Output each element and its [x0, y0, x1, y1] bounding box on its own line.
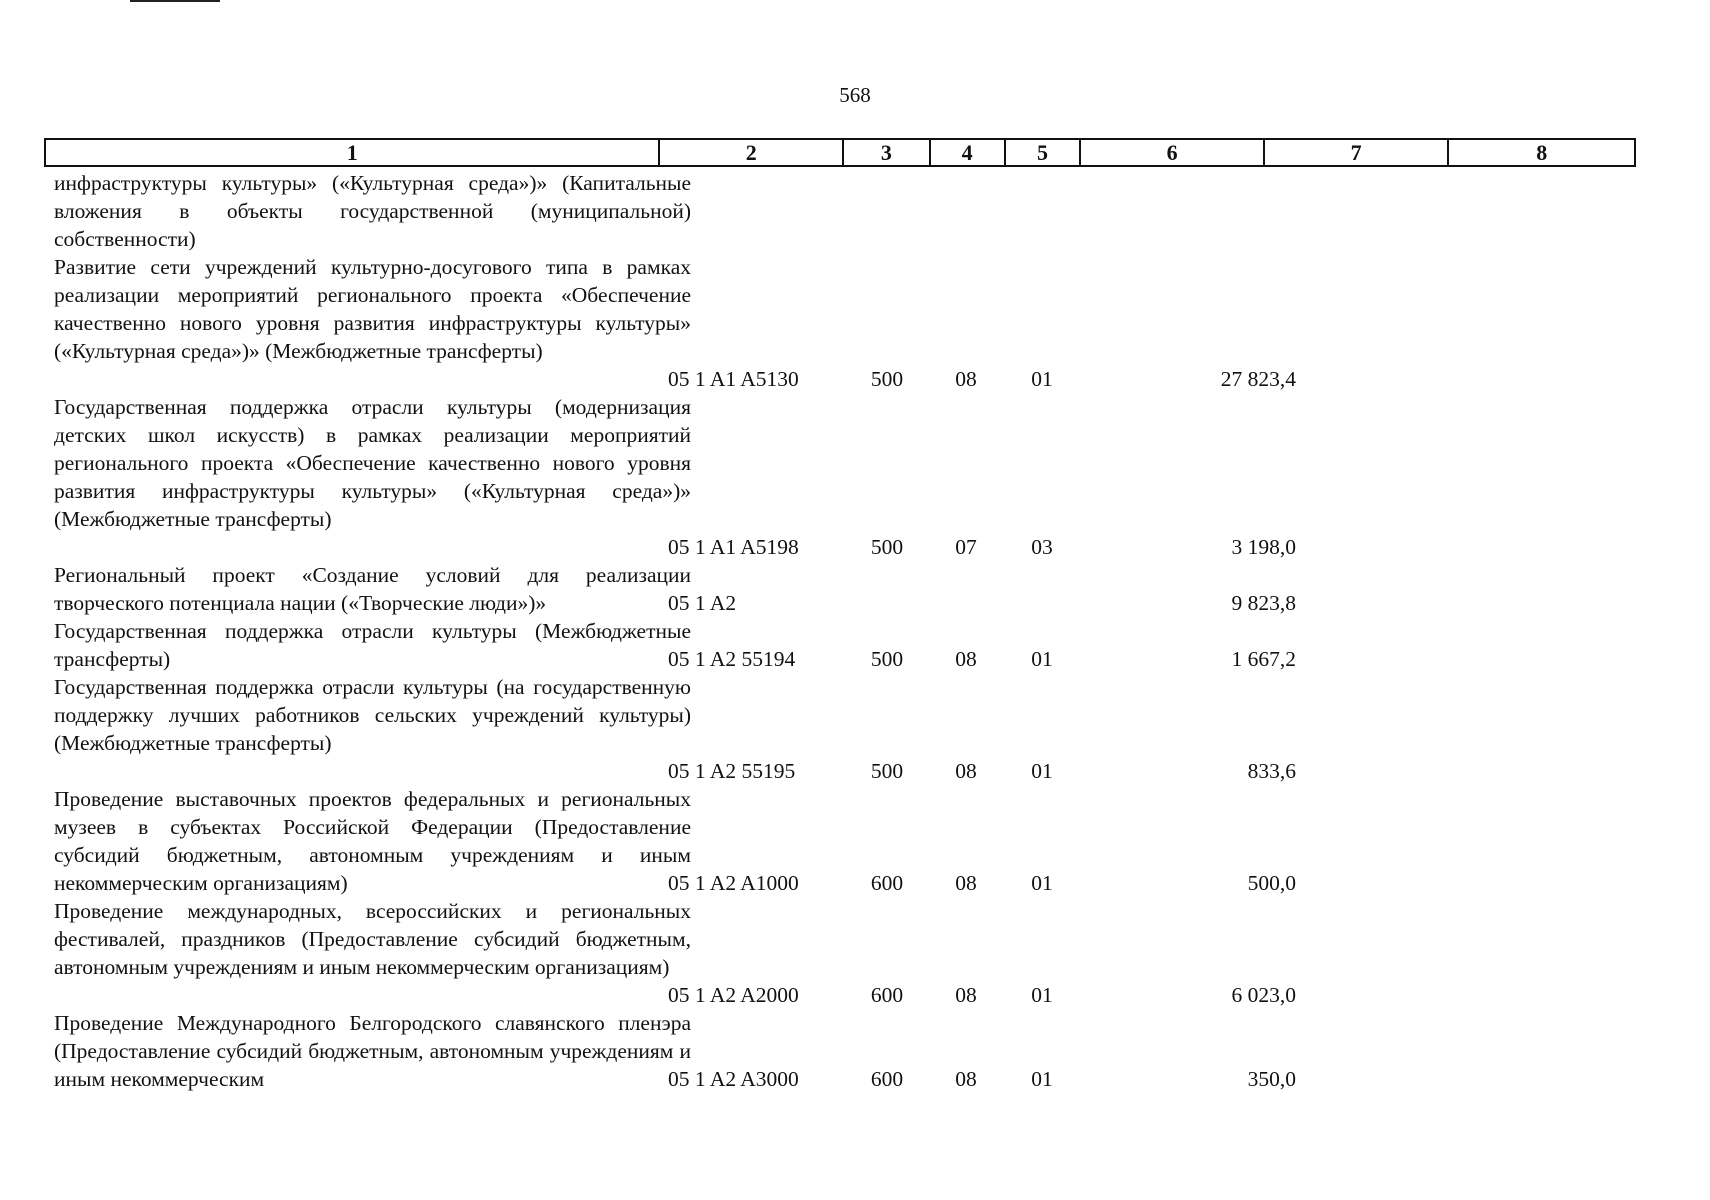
- row-amount: 9 823,8: [1231, 591, 1296, 615]
- row-col4: 08: [955, 647, 977, 671]
- table-row: [44, 253, 1636, 393]
- row-code: 05 1 A1 A5130: [668, 367, 799, 391]
- row-col5: 01: [1031, 367, 1053, 391]
- table-row: [44, 617, 1636, 673]
- column-header-5: 5: [1006, 140, 1082, 165]
- row-description: Проведение международных, всероссийских и региональных фестивалей, праздников (Предоставление субсидий бюджетным, автономным учреждениям и иным некоммерческим организациям): [54, 899, 691, 979]
- table-row: [44, 897, 1636, 1009]
- row-amount: 350,0: [1247, 1067, 1296, 1091]
- column-header-7: 7: [1265, 140, 1450, 165]
- row-col4: 08: [955, 871, 977, 895]
- table-row: [44, 1009, 1636, 1093]
- row-col4: 07: [955, 535, 977, 559]
- row-col3: 600: [870, 871, 904, 895]
- row-col3: 500: [870, 647, 904, 671]
- table-row: [44, 561, 1636, 617]
- row-amount: 500,0: [1247, 871, 1296, 895]
- row-col5: 01: [1031, 759, 1053, 783]
- column-header-1: 1: [46, 140, 660, 165]
- row-code: 05 1 A2 A1000: [668, 871, 799, 895]
- table-row: [44, 169, 1636, 253]
- table-row: [44, 393, 1636, 561]
- column-header-4: 4: [931, 140, 1006, 165]
- row-col4: 08: [955, 1067, 977, 1091]
- row-amount: 3 198,0: [1231, 535, 1296, 559]
- row-col3: 600: [870, 983, 904, 1007]
- row-col3: 500: [870, 759, 904, 783]
- row-col5: 01: [1031, 983, 1053, 1007]
- row-amount: 1 667,2: [1231, 647, 1296, 671]
- column-header-3: 3: [844, 140, 931, 165]
- row-col3: 600: [870, 1067, 904, 1091]
- row-description: инфраструктуры культуры» («Культурная среда»)» (Капитальные вложения в объекты государственной (муниципальной) собственности): [54, 171, 691, 251]
- row-amount: 27 823,4: [1220, 367, 1296, 391]
- row-col5: 01: [1031, 871, 1053, 895]
- row-code: 05 1 A2: [668, 591, 737, 615]
- row-description: Государственная поддержка отрасли культуры (Межбюджетные трансферты): [54, 619, 691, 671]
- row-description: Проведение выставочных проектов федеральных и региональных музеев в субъектах Российской Федерации (Предоставление субсидий бюджетным, автономным учреждениям и иным некоммерческим организациям): [54, 787, 691, 895]
- row-description: Проведение Международного Белгородского славянского пленэра (Предоставление субсидий бюджетным, автономным учреждениям и иным некоммерческим: [54, 1011, 691, 1091]
- row-description: Государственная поддержка отрасли культуры (на государственную поддержку лучших работников сельских учреждений культуры) (Межбюджетные трансферты): [54, 675, 691, 755]
- row-description: Развитие сети учреждений культурно-досугового типа в рамках реализации мероприятий регионального проекта «Обеспечение качественно нового уровня развития инфраструктуры культуры» («Культурная среда»)» (Межбюджетные трансферты): [54, 255, 691, 363]
- row-col3: 500: [870, 535, 904, 559]
- row-code: 05 1 A2 55194: [668, 647, 796, 671]
- row-amount: 6 023,0: [1231, 983, 1296, 1007]
- row-col3: 500: [870, 367, 904, 391]
- row-code: 05 1 A2 A2000: [668, 983, 799, 1007]
- row-col4: 08: [955, 759, 977, 783]
- page-number: 568: [839, 83, 871, 107]
- row-description: Региональный проект «Создание условий для реализации творческого потенциала нации («Творческие люди»)»: [54, 563, 691, 615]
- row-col4: 08: [955, 983, 977, 1007]
- row-col5: 01: [1031, 1067, 1053, 1091]
- table-row: [44, 785, 1636, 897]
- row-col5: 03: [1031, 535, 1053, 559]
- column-header-2: 2: [660, 140, 844, 165]
- row-code: 05 1 A2 A3000: [668, 1067, 799, 1091]
- column-header-8: 8: [1536, 140, 1548, 165]
- row-code: 05 1 A2 55195: [668, 759, 796, 783]
- row-amount: 833,6: [1247, 759, 1296, 783]
- row-col4: 08: [955, 367, 977, 391]
- row-description: Государственная поддержка отрасли культуры (модернизация детских школ искусств) в рамках реализации мероприятий регионального проекта «Обеспечение качественно нового уровня развития инфраструктуры культуры» («Культурная среда»)» (Межбюджетные трансферты): [54, 395, 691, 531]
- row-code: 05 1 A1 A5198: [668, 535, 799, 559]
- table-row: [44, 673, 1636, 785]
- row-col5: 01: [1031, 647, 1053, 671]
- column-header-row: [44, 138, 1636, 167]
- column-header-6: 6: [1081, 140, 1265, 165]
- top-rule: [130, 0, 220, 2]
